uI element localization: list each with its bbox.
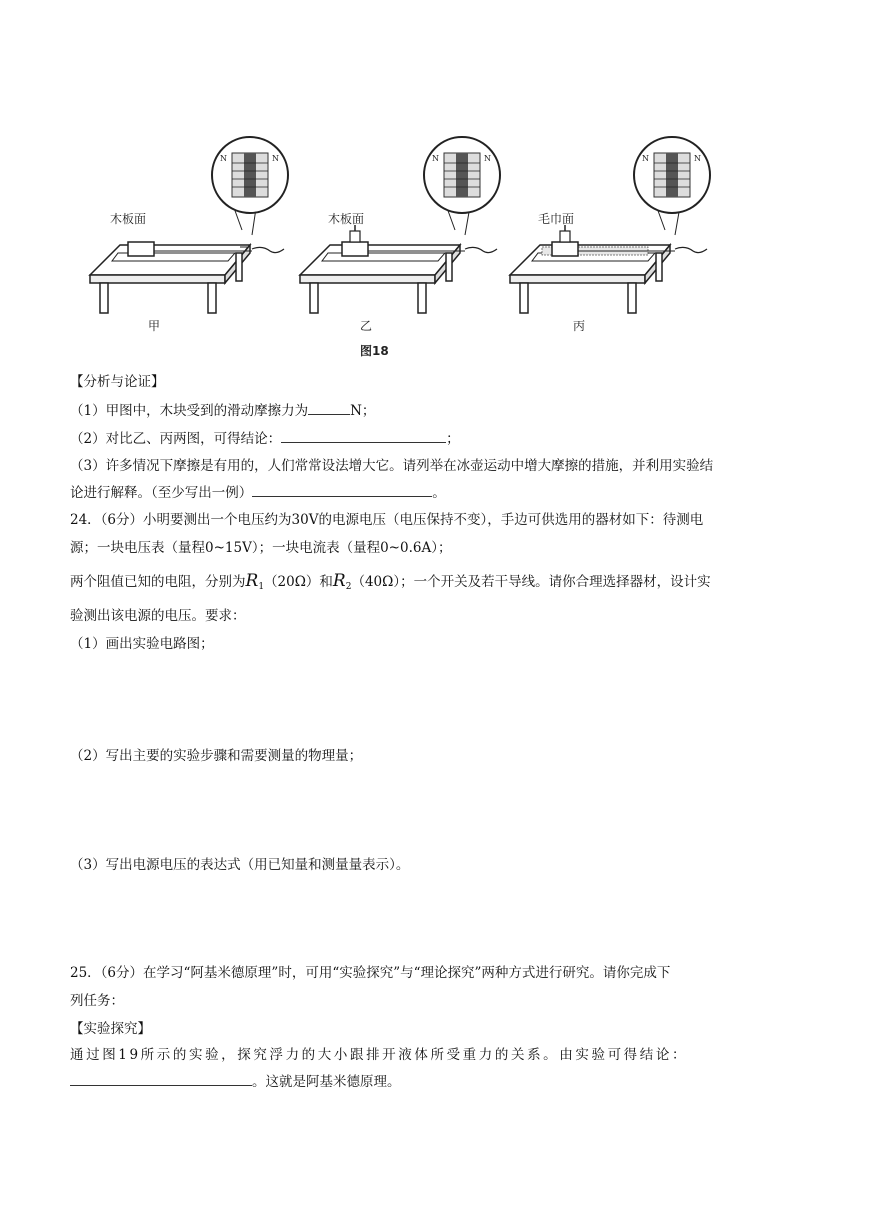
- q24-line1: 24．（6分）小明要测出一个电压约为30V的电源电压（电压保持不变），手边可供选用的器材如下：待测电: [70, 512, 704, 528]
- q24-line3-text-c: （40Ω）；一个开关及若干导线。请你合理选择器材，设计实: [351, 574, 711, 590]
- q24-req3: （3）写出电源电压的表达式（用已知量和测量量表示）。: [70, 857, 410, 873]
- answer-blank-q3[interactable]: [252, 482, 432, 497]
- figure-caption: 图18: [360, 344, 389, 358]
- panel-bing-surface-label: 毛巾面: [538, 212, 575, 226]
- panel-jia: [90, 137, 288, 333]
- q24-req2: （2）写出主要的实验步骤和需要测量的物理量；: [70, 748, 363, 764]
- analysis-q3-line2: [70, 482, 446, 503]
- analysis-q2: [70, 428, 460, 449]
- panel-jia-surface-label: 木板面: [110, 212, 147, 226]
- analysis-q1-text: （1）甲图中，木块受到的滑动摩擦力为: [70, 403, 309, 419]
- panel-yi-surface-label: 木板面: [328, 212, 365, 226]
- panel-yi-label: 乙: [360, 319, 373, 333]
- analysis-q3-end: 。: [432, 485, 446, 501]
- figure-18: [50, 114, 720, 365]
- q24-line4: 验测出该电源的电压。要求：: [70, 608, 246, 624]
- r2-symbol: R: [332, 571, 346, 591]
- analysis-q2-text: （2）对比乙、丙两图，可得结论：: [70, 431, 282, 447]
- answer-blank-q25[interactable]: [70, 1071, 252, 1086]
- q25-line4-text: 。这就是阿基米德原理。: [252, 1074, 401, 1090]
- answer-blank-q1[interactable]: [308, 400, 350, 415]
- panel-yi: [300, 137, 500, 333]
- analysis-q3-line1: （3）许多情况下摩擦是有用的，人们常常设法增大它。请列举在冰壶运动中增大摩擦的措施，并利用实验结: [70, 458, 714, 474]
- r1-symbol: R: [245, 571, 259, 591]
- analysis-q1-unit: N；: [350, 403, 376, 419]
- analysis-heading: 【分析与论证】: [70, 374, 165, 390]
- q25-line3: 通过图19所示的实验，探究浮力的大小跟排开液体所受重力的关系。由实验可得结论：: [70, 1047, 689, 1063]
- q24-line3-text-a: 两个阻值已知的电阻，分别为: [70, 574, 246, 590]
- q25-heading: 【实验探究】: [70, 1021, 151, 1037]
- r1-subscript: 1: [258, 582, 265, 592]
- panel-bing: [510, 137, 710, 333]
- analysis-q3-text: 论进行解释。（至少写出一例）: [70, 485, 253, 501]
- r2-subscript: 2: [345, 582, 352, 592]
- panel-bing-label: 丙: [573, 319, 586, 333]
- q24-line2: 源；一块电压表（量程0~15V）；一块电流表（量程0~0.6A）；: [70, 540, 452, 556]
- q24-line3: [70, 568, 711, 600]
- answer-blank-q2[interactable]: [281, 428, 446, 443]
- friction-experiment-illustration: N N 木板面 甲 木板面 乙 毛巾面 丙 图18: [80, 135, 720, 365]
- q25-line1: 25．（6分）在学习“阿基米德原理”时，可用“实验探究”与“理论探究”两种方式进行研究。请你完成下: [70, 965, 671, 981]
- q24-req1: （1）画出实验电路图；: [70, 636, 214, 652]
- q25-line2: 列任务：: [70, 993, 124, 1009]
- q25-line4: [70, 1071, 401, 1092]
- analysis-q2-end: ；: [446, 431, 460, 447]
- panel-jia-label: 甲: [148, 319, 161, 333]
- q24-line3-text-b: （20Ω）和: [264, 574, 333, 590]
- analysis-q1: [70, 400, 375, 421]
